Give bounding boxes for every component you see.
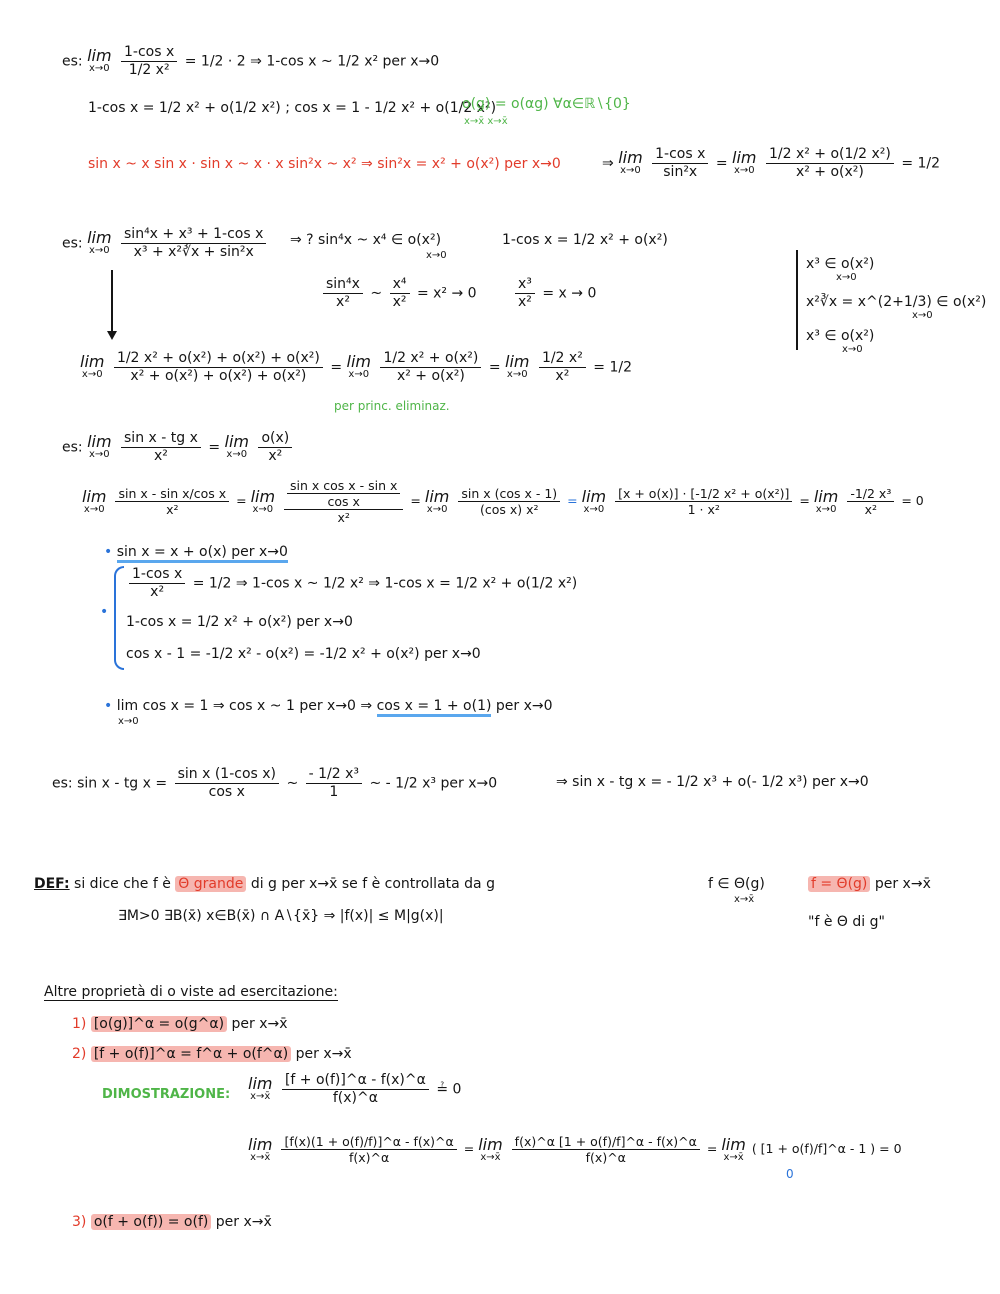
step-1-sub: x→0 [426,250,447,261]
elimination-note: per princ. eliminaz. [334,399,450,413]
expansion-text: 1-cos x = 1/2 x² + o(1/2 x²) ; cos x = 1 - 1/2 x² + o(1/2 x²) [88,100,497,116]
limit-symbol: lim x→0 [250,486,276,515]
property-2: 2) [f + o(f)]^α = f^α + o(f^α) per x→x̄ [72,1046,352,1062]
limit-symbol: lim x→0 [813,486,839,515]
limit-symbol: lim x→0 [80,352,105,381]
sin-square-limit: ⇒ lim x→0 $\frac{\text{1-cos x}}{\text{sin²x}}$ = lim x→0 $\frac{\text{1/2 x² + o(1/2 x²)}}{\text{x² + o(x²)}}$ = 1/2 [602,146,941,180]
side-note-3-sub: x→0 [842,344,863,355]
proof-zero-note: 0 [786,1167,794,1181]
fraction: $\frac{\text{1-cos x}}{\text{1/2 x²}}$ [121,44,177,79]
expansion-line [88,100,496,116]
down-arrow-icon [111,270,113,338]
proof-label: DIMOSTRAZIONE: [102,1087,231,1102]
side-note-2-sub: x→0 [912,310,933,321]
example-3-chain: lim x→0 $\frac{\text{sin x - sin x/cos x}}{\text{x²}}$ = lim x→0 $\frac{\frac{\text{sin x cos x - sin x}}{\text{cos x}}}{\text{x²}}$ = lim x→0 $\frac{\text{sin x (cos x - 1)}}{\text{(cos x) x²}}$ = lim x→0 $\frac{\text{[x + o(x)] · [-1/2 x² + o(x²)]}}{\text{1 · x²}}$ = lim x→0 $\frac{\text{-1/2 x³}}{\text{x²}}$ = 0 [82,478,924,525]
step-3: $\frac{\text{x³}}{\text{x²}}$ = x → 0 [512,276,596,311]
fraction: $\frac{\text{sin⁴x + x³ + 1-cos x}}{\text{x³ + x²∛x + sin²x}}$ [121,226,266,261]
theta-notation-2: f = Θ(g) per x→x̄ [808,876,931,892]
theta-notation-sub: x→x̄ [734,894,755,905]
property-1: 1) [o(g)]^α = o(g^α) per x→x̄ [72,1016,288,1032]
result-line: lim x→0 $\frac{\text{1/2 x² + o(x²) + o(x²) + o(x²)}}{\text{x² + o(x²) + o(x²) + o(x²)}}$ = lim x→0 $\frac{\text{1/2 x² + o(x²)}}{\text{x² + o(x²)}}$ = lim x→0 $\frac{\text{1/2 x²}}{\text{x²}}$ = 1/2 [80,350,632,384]
blue-brace [114,566,124,670]
bullet-2-line-2: 1-cos x = 1/2 x² + o(x²) per x→0 [126,614,353,630]
example-4-line: es: sin x - tg x = $\frac{\text{sin x (1-cos x)}}{\text{cos x}}$ ~ $\frac{\text{- 1/2 x³}}{1}$ ~ - 1/2 x³ per x→0 [52,766,498,800]
step-1: ⇒ ? sin⁴x ~ x⁴ ∈ o(x²) [290,232,442,248]
limit-symbol: lim x→0 [87,432,112,461]
green-note-sub: x→x̄ x→x̄ [464,116,508,127]
theta-notation: f ∈ Θ(g) [708,876,765,892]
limit-symbol: lim x→0 [224,432,249,461]
limit-symbol: lim x→0 [732,148,757,177]
limit-symbol: lim x→x̄ [248,1074,273,1103]
bullet-2-dot: • [100,604,109,620]
side-note-1: x³ ∈ o(x²) [806,256,875,272]
side-note-2: x²∛x = x^(2+1/3) ∈ o(x²) [806,294,987,310]
limit-symbol: lim x→0 [618,148,643,177]
limit-symbol: lim x→0 [581,486,607,515]
properties-title: Altre proprietà di o viste ad esercitazione: [44,984,338,1000]
limit-symbol: lim x→0 [87,228,112,257]
limit-symbol: lim x→0 [505,352,530,381]
side-bracket [796,250,798,350]
example-2-line: es: lim x→0 $\frac{\text{sin⁴x + x³ + 1-cos x}}{\text{x³ + x²∛x + sin²x}}$ [62,226,269,261]
side-note-3: x³ ∈ o(x²) [806,328,875,344]
es-label: es: [62,53,83,70]
limit-symbol: lim x→x̄ [248,1134,273,1163]
step-1b: 1-cos x = 1/2 x² + o(x²) [502,232,668,248]
definition-condition: ∃M>0 ∃B(x̄) x∈B(x̄) ∩ A∖{x̄} ⇒ |f(x)| ≤ M|g(x)| [118,908,444,924]
green-note [462,96,631,112]
example-1-line [62,44,439,79]
fraction: $\frac{\text{1/2 x² + o(1/2 x²)}}{\text{x² + o(x²)}}$ [766,146,894,181]
limit-symbol: lim x→x̄ [721,1134,746,1163]
fraction: $\frac{\text{1-cos x}}{\text{sin²x}}$ [652,146,708,181]
result: = 1/2 [901,155,941,172]
proof-line-1: lim x→x̄ $\frac{[f + o(f)]\^{}\alpha - f(x)\^{}\alpha}{f(x)\^{}\alpha}$ ≟ 0 [248,1072,462,1106]
bullet-2-line-1: $\frac{\text{1-cos x}}{\text{x²}}$ = 1/2 ⇒ 1-cos x ~ 1/2 x² ⇒ 1-cos x = 1/2 x² + o(1/2 x²) [126,566,577,601]
bullet-3-sub: x→0 [118,716,139,727]
side-note-1-sub: x→0 [836,272,857,283]
theta-notation-read: "f è Θ di g" [808,914,885,930]
green-note-text: o(g) = o(αg) ∀α∈ℝ∖{0} [462,96,631,112]
example-4-result: ⇒ sin x - tg x = - 1/2 x³ + o(- 1/2 x³) per x→0 [556,774,869,790]
limit-symbol: lim x→0 [87,46,112,75]
red-equivalence-line: sin x ~ x sin x · sin x ~ x · x sin²x ~ x² ⇒ sin²x = x² + o(x²) per x→0 [88,156,561,172]
definition-line: DEF: si dice che f è Θ grande di g per x→x̄ se f è controllata da g [34,876,495,892]
limit-symbol: lim x→0 [346,352,371,381]
theta-highlight: Θ grande [175,876,246,892]
limit-symbol: lim x→0 [424,486,450,515]
limit-symbol: lim x→0 [82,486,107,515]
step-2: $\frac{\text{sin⁴x}}{\text{x²}}$ ~ $\frac{\text{x⁴}}{\text{x²}}$ = x² → 0 [320,276,477,311]
bullet-3: • lim cos x = 1 ⇒ cos x ~ 1 per x→0 ⇒ cos x = 1 + o(1) per x→0 [104,698,553,714]
example-3-line: es: lim x→0 $\frac{\text{sin x - tg x}}{\text{x²}}$ = lim x→0 $\frac{o(x)}{\text{x²}}$ [62,430,295,465]
limit-symbol: lim x→x̄ [478,1134,503,1163]
proof-line-2: lim x→x̄ $\frac{[f(x)(1 + o(f)/f)]\^{}\alpha - f(x)\^{}\alpha}{f(x)\^{}\alpha}$ = lim x→x̄ $\frac{f(x)\^{}\alpha [1 + o(f)/f]\^{}\alpha - f(x)\^{}\alpha}{f(x)\^{}\alpha}$ = lim x→x̄ ( [1 + o(f)/f]^α - 1 ) = 0 [248,1134,902,1165]
property-3: 3) o(f + o(f)) = o(f) per x→x̄ [72,1214,272,1230]
def-label: DEF: [34,876,70,892]
bullet-1: • sin x = x + o(x) per x→0 [104,544,288,560]
equation-text: = 1/2 · 2 ⇒ 1-cos x ~ 1/2 x² per x→0 [184,53,440,70]
bullet-2-line-3: cos x - 1 = -1/2 x² - o(x²) = -1/2 x² + o(x²) per x→0 [126,646,481,662]
